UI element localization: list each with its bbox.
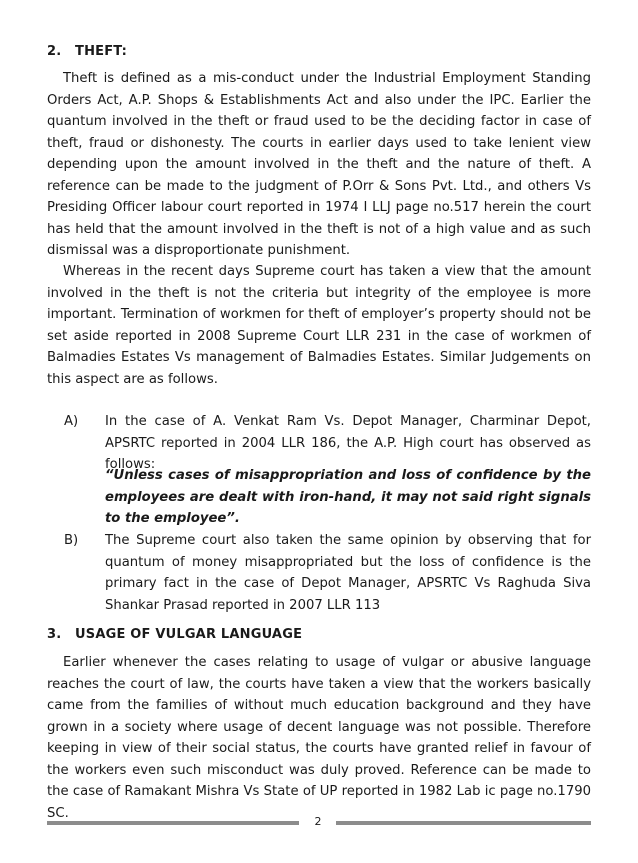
item-label: A): [64, 414, 79, 429]
judgement-item-b: [64, 530, 591, 616]
section-number: 3.: [47, 627, 62, 642]
footer-rule-left: [47, 821, 299, 825]
item-text: The Supreme court also taken the same opinion by observing that for quantum of money misappropriated but the loss of confidence is the primary fact in the case of Depot Manager, APSRTC Vs Raghuda Siva Shankar Prasad reported in 2007 LLR 113: [105, 533, 591, 613]
section-heading-vulgar-language: [47, 627, 302, 642]
item-label: B): [64, 533, 79, 548]
judgement-quote: “Unless cases of misappropriation and loss of confidence by the employees are dealt with iron-hand, it may not said right signals to the employee”.: [105, 468, 591, 526]
section-number: 2.: [47, 44, 62, 59]
page-number: 2: [314, 815, 322, 828]
item-text: In the case of A. Venkat Ram Vs. Depot Manager, Charminar Depot, APSRTC reported in 2004 LLR 186, the A.P. High court has observed as follows:: [105, 414, 591, 472]
section-title: THEFT:: [75, 44, 128, 59]
footer-rule-right: [336, 821, 591, 825]
section-title: USAGE OF VULGAR LANGUAGE: [75, 627, 303, 642]
section-heading-theft: [47, 44, 127, 59]
vulgar-language-paragraph: Earlier whenever the cases relating to usage of vulgar or abusive language reaches the court of law, the courts have taken a view that the workers basically came from the families of without much education background and they have grown in a society where usage of decent language was not possible. Therefore keeping in view of their social status, the courts have granted relief in favour of the workers even such misconduct was duly proved. Reference can be made to the case of Ramakant Mishra Vs State of UP reported in 1982 Lab ic page no.1790 SC.: [47, 655, 591, 821]
theft-paragraph-1: Theft is defined as a mis-conduct under the Industrial Employment Standing Orders Act, A.P. Shops & Establishments Act and also under the IPC. Earlier the quantum involved in the theft or fraud used to be the deciding factor in case of theft, fraud or dishonesty. The courts in earlier days used to take lenient view depending upon the amount involved in the theft and the nature of theft. A reference can be made to the judgment of P.Orr & Sons Pvt. Ltd., and others Vs Presiding Officer labour court reported in 1974 I LLJ page no.517 herein the court has held that the amount involved in the theft is not of a high value and as such dismissal was a disproportionate punishment.: [47, 71, 591, 258]
theft-paragraph-2: Whereas in the recent days Supreme court has taken a view that the amount involved in the theft is not the criteria but integrity of the employee is more important. Termination of workmen for theft of employer’s property should not be set aside reported in 2008 Supreme Court LLR 231 in the case of workmen of Balmadies Estates Vs management of Balmadies Estates. Similar Judgements on this aspect are as follows.: [47, 264, 591, 387]
